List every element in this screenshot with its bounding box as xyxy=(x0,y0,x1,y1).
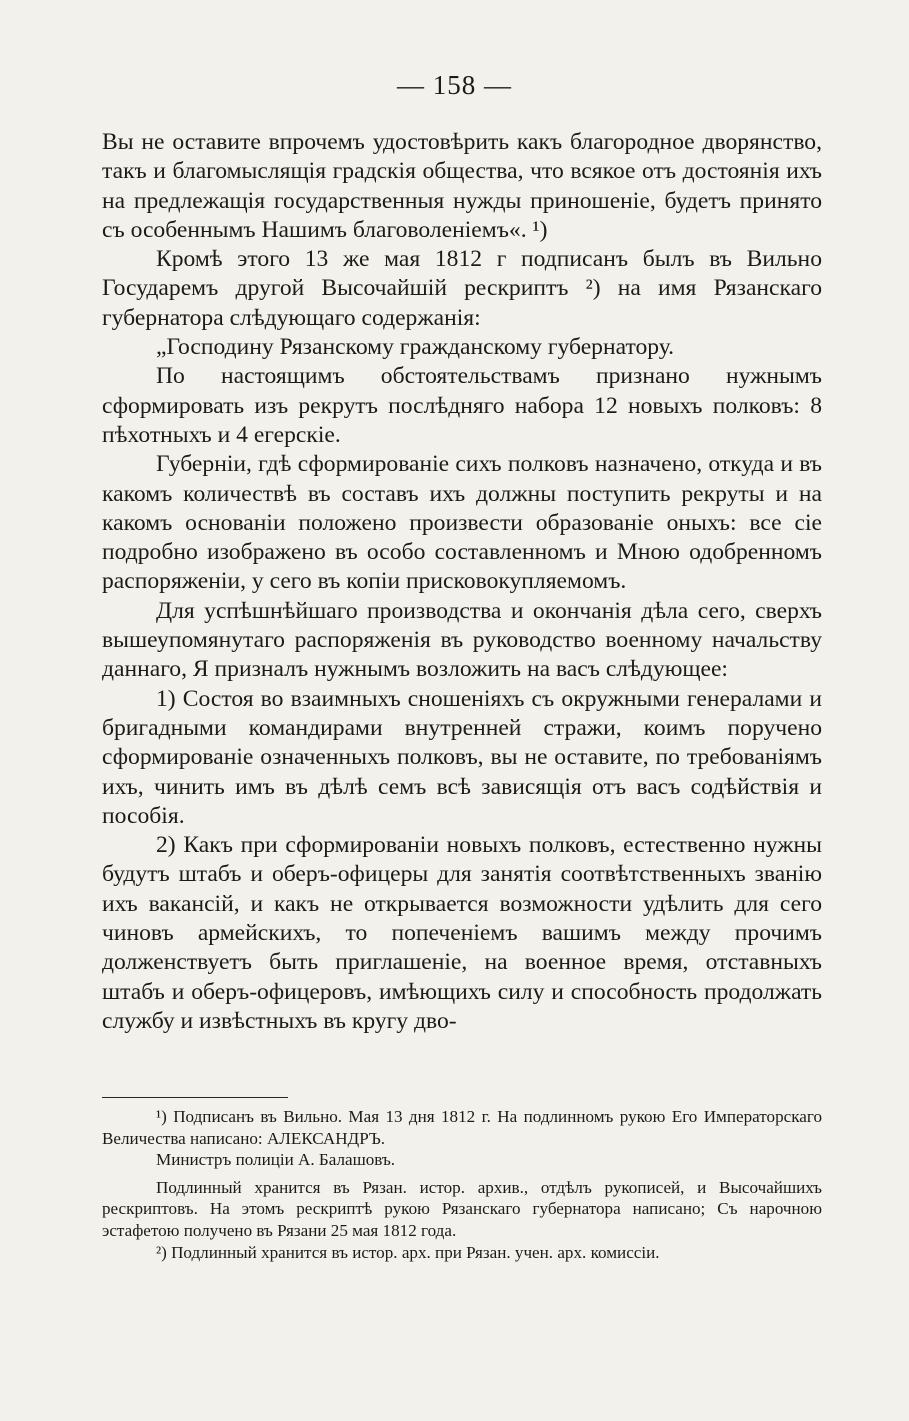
paragraph-5: Губерніи, гдѣ сформированіе сихъ полковъ назначено, откуда и въ какомъ количествѣ въ составъ ихъ должны поступить рекруты и на какомъ основаніи положено произвести образованіе оныхъ: все сіе подробно изображено въ особо составленномъ и Мною одобренномъ распоряженіи, у сего въ копіи присковокупляемомъ. xyxy=(102,451,822,595)
paragraph-3: „Господину Рязанскому гражданскому губернатору. xyxy=(156,334,675,361)
paragraph-4: По настоящимъ обстоятельствамъ признано нужнымъ сформировать изъ рекрутъ послѣдняго набора 12 новыхъ полковъ: 8 пѣхотныхъ и 4 егерскіе. xyxy=(102,363,822,448)
paragraph-7: 1) Состоя во взаимныхъ сношеніяхъ съ окружными генералами и бригадными командирами внутренней стражи, коимъ поручено сформированіе означенныхъ полковъ, вы не оставите, по требованіямъ ихъ, чинить имъ въ дѣлѣ семъ всѣ зависящія отъ васъ содѣйствія и пособія. xyxy=(102,685,822,829)
footnote-1: ¹) Подписанъ въ Вильно. Мая 13 дня 1812 г. На подлинномъ рукою Его Императорскаго Величества написано: АЛЕКСАНДРЪ. xyxy=(102,1107,822,1148)
footnote-1-signature: Министръ полиціи А. Балашовъ. xyxy=(156,1150,396,1170)
paragraph-6: Для успѣшнѣйшаго производства и окончанія дѣла сего, сверхъ вышеупомянутаго распоряженія въ руководство военному начальству даннаго, Я призналъ нужнымъ возложить на васъ слѣдующее: xyxy=(102,597,822,683)
footnotes xyxy=(102,1106,822,1263)
paragraph-1: Вы не оставите впрочемъ удостовѣрить какъ благородное дворянство, такъ и благомыслящія градскія общества, что всякое отъ достоянія ихъ на предлежащія государственныя нужды приношеніе, будетъ принято съ особеннымъ Нашимъ благоволеніемъ«. ¹) xyxy=(102,129,822,243)
paragraph-2: Кромѣ этого 13 же мая 1812 г подписанъ былъ въ Вильно Государемъ другой Высочайшій рескриптъ ²) на имя Рязанскаго губернатора слѣдующаго содержанія: xyxy=(102,246,822,331)
main-text xyxy=(102,128,822,1036)
page-number: — 158 — xyxy=(397,70,512,100)
footnote-divider xyxy=(102,1097,288,1098)
footnote-2: ²) Подлинный хранится въ истор. арх. при Рязан. учен. арх. комиссіи. xyxy=(156,1242,660,1262)
paragraph-8: 2) Какъ при сформированіи новыхъ полковъ, естественно нужны будутъ штабъ и оберъ-офицеры для занятія соотвѣтственныхъ званію ихъ вакансій, и какъ не открывается возможности удѣлить для сего чиновъ армейскихъ, то попеченіемъ вашимъ между прочимъ долженствуетъ быть приглашеніе, на военное время, отставныхъ штабъ и оберъ-офицеровъ, имѣющихъ силу и способность продолжать службу и извѣстныхъ въ кругу дво- xyxy=(102,832,822,1034)
footnote-1-archive-note: Подлинный хранится въ Рязан. истор. архив., отдѣлъ рукописей, и Высочайшихъ рескриптовъ. На этомъ рескриптѣ рукою Рязанскаго губернатора написано; Съ нарочною эстафетою получено въ Рязани 25 мая 1812 года. xyxy=(102,1177,822,1240)
